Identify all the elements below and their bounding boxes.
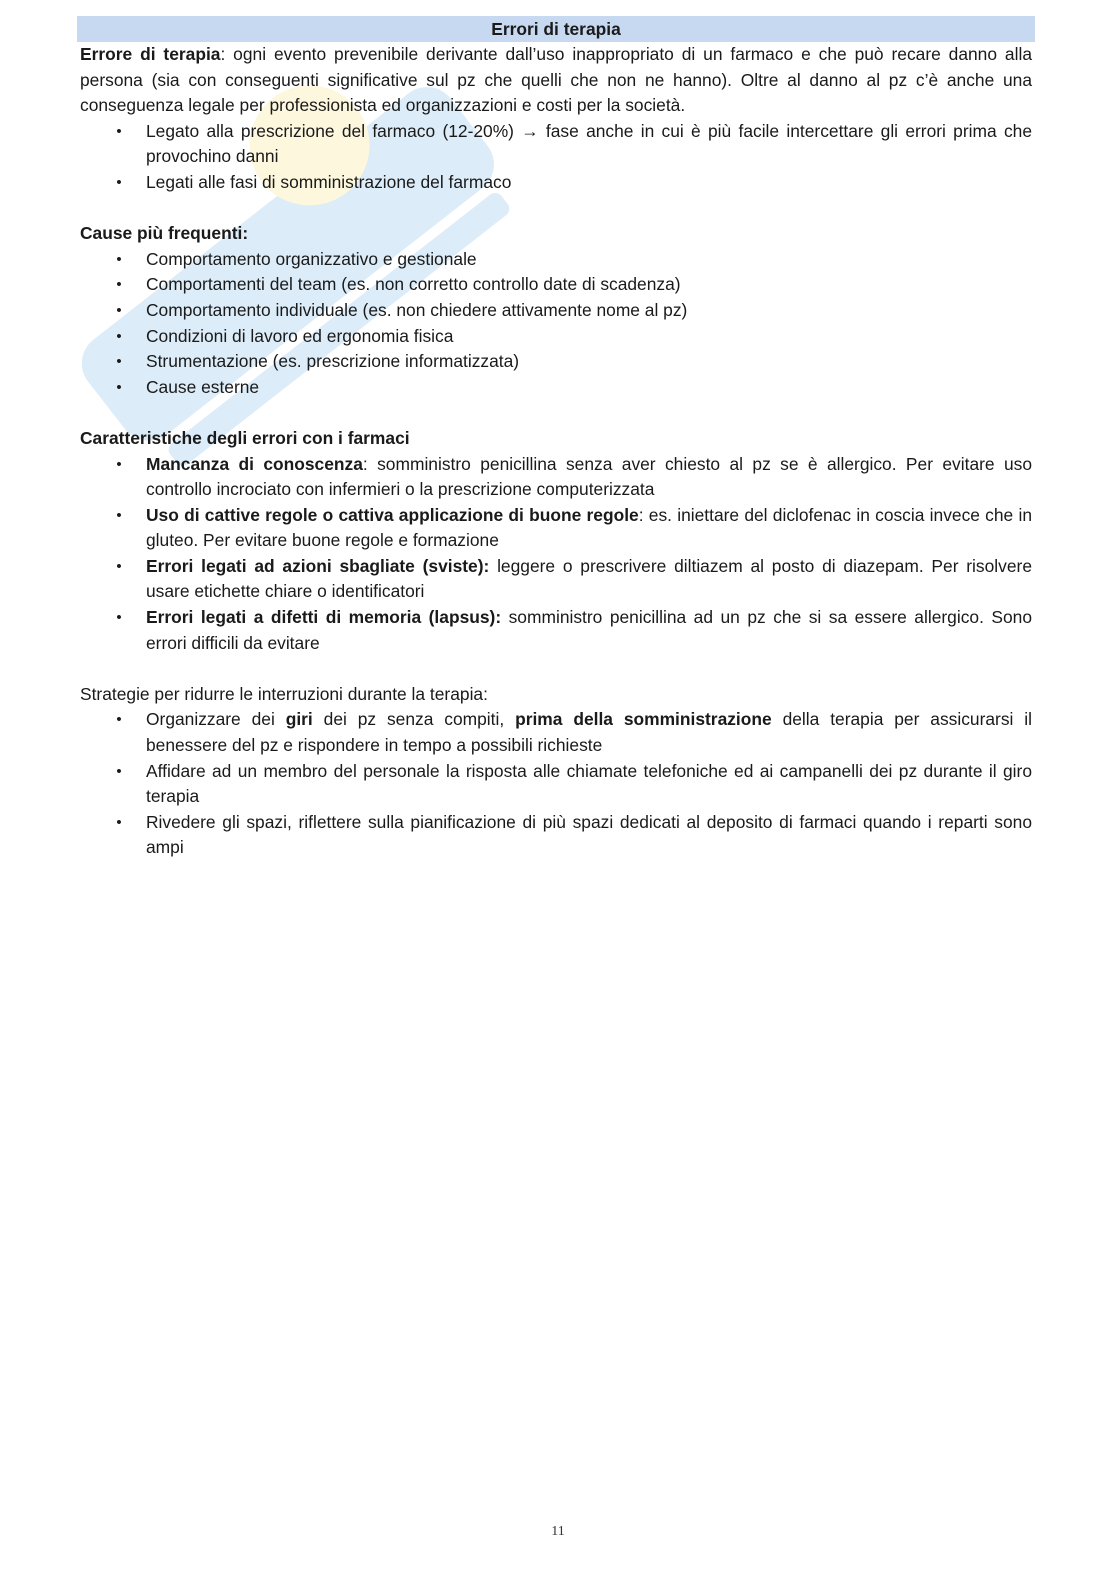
- intro-term: Errore di terapia: [80, 44, 221, 64]
- list-item: [80, 759, 1032, 810]
- list-item-bold: Errori legati a difetti di memoria (lapsus):: [146, 607, 502, 628]
- causes-heading: Cause più frequenti:: [80, 223, 249, 244]
- list-item: [80, 375, 1032, 401]
- list-item: [80, 324, 1032, 350]
- list-item: [80, 452, 1032, 503]
- list-item-bold: Errori legati ad azioni sbagliate (sviste):: [146, 555, 490, 576]
- bullet-icon: •: [116, 353, 122, 371]
- causes-list: [80, 247, 1032, 401]
- list-item-text: Condizioni di lavoro ed ergonomia fisica: [146, 325, 454, 346]
- list-item-text: Organizzare dei: [146, 709, 286, 730]
- list-item-bold: Uso di cattive regole o cattiva applicazione di buone regole: [146, 504, 639, 525]
- list-item: [80, 272, 1032, 298]
- list-item-text: Legati alle fasi di somministrazione del farmaco: [146, 171, 512, 192]
- list-item-text: Cause esterne: [146, 376, 260, 397]
- list-item-text: leggere o prescrivere diltiazem al posto di diazepam. Per risolvere usare etichette chiare o identificatori: [146, 555, 1032, 602]
- document-page: [80, 16, 1032, 861]
- list-item-text: Comportamento organizzativo e gestionale: [146, 248, 477, 269]
- list-item-text: somministro penicillina ad un pz che si sa essere allergico. Sono errori difficili da evitare: [146, 607, 1033, 653]
- bullet-icon: •: [116, 813, 122, 831]
- bullet-icon: •: [116, 506, 122, 524]
- list-item: [80, 298, 1032, 324]
- list-item-bold: Mancanza di conoscenza: [146, 453, 363, 474]
- list-item-bold: prima della somministrazione: [515, 709, 772, 730]
- list-item-text: : es. iniettare del diclofenac in coscia invece che in gluteo. Per evitare buone regole e formazione: [146, 504, 1032, 551]
- list-item-text: Rivedere gli spazi, riflettere sulla pianificazione di più spazi dedicati al deposito di farmaci quando i reparti sono ampi: [146, 811, 1032, 858]
- list-item: [80, 810, 1032, 861]
- list-item: [80, 554, 1032, 605]
- list-item: [80, 119, 1032, 170]
- characteristics-heading: Caratteristiche degli errori con i farmaci: [80, 427, 410, 448]
- document-title: Errori di terapia: [77, 16, 1035, 42]
- bullet-icon: •: [116, 557, 122, 575]
- list-item: [80, 170, 1032, 196]
- list-item-text: della terapia per assicurarsi il benessere del pz e rispondere in tempo a possibili richieste: [146, 709, 1032, 756]
- list-item-bold: giri: [285, 709, 313, 730]
- list-item-text: Comportamento individuale (es. non chiedere attivamente nome al pz): [146, 299, 688, 320]
- intro-paragraph: [80, 42, 1032, 119]
- list-item: [80, 247, 1032, 273]
- list-item-text: Affidare ad un membro del personale la risposta alle chiamate telefoniche ed ai campanelli dei pz durante il giro terapia: [146, 760, 1032, 807]
- bullet-icon: •: [116, 762, 122, 780]
- bullet-icon: •: [116, 122, 122, 140]
- list-item-text: : somministro penicillina senza aver chiesto al pz se è allergico. Per evitare uso controllo incrociato con infermieri o la prescrizione computerizzata: [146, 453, 1033, 500]
- bullet-icon: •: [116, 378, 122, 396]
- page-number: 11: [551, 1524, 565, 1539]
- list-item: [80, 503, 1032, 554]
- bullet-icon: •: [116, 327, 122, 345]
- strategies-list: [80, 707, 1032, 861]
- list-item-text: Strumentazione (es. prescrizione informatizzata): [146, 351, 520, 372]
- strategies-heading: Strategie per ridurre le interruzioni durante la terapia:: [80, 683, 488, 704]
- intro-definition: : ogni evento prevenibile derivante dall’uso inappropriato di un farmaco e che può recare danno alla persona (sia con conseguenti significative sul pz che quelli che non ne hanno). Oltre al danno al pz c’è anche una conseguenza legale per professionista ed organizzazioni e costi per la società.: [80, 44, 1032, 116]
- list-item: [80, 605, 1032, 656]
- list-item-text: Comportamenti del team (es. non corretto controllo date di scadenza): [146, 274, 681, 295]
- characteristics-list: [80, 452, 1032, 657]
- bullet-icon: •: [116, 301, 122, 319]
- bullet-icon: •: [116, 455, 122, 473]
- list-item-text: Legato alla prescrizione del farmaco (12-20%) → fase anche in cui è più facile intercettare gli errori prima che provochino danni: [146, 120, 1032, 167]
- intro-bullet-list: [80, 119, 1032, 196]
- list-item-text: dei pz senza compiti,: [312, 709, 516, 730]
- bullet-icon: •: [116, 250, 122, 268]
- bullet-icon: •: [116, 173, 122, 191]
- bullet-icon: •: [116, 609, 122, 627]
- list-item: [80, 349, 1032, 375]
- bullet-icon: •: [116, 276, 122, 294]
- list-item: [80, 707, 1032, 758]
- bullet-icon: •: [116, 711, 122, 729]
